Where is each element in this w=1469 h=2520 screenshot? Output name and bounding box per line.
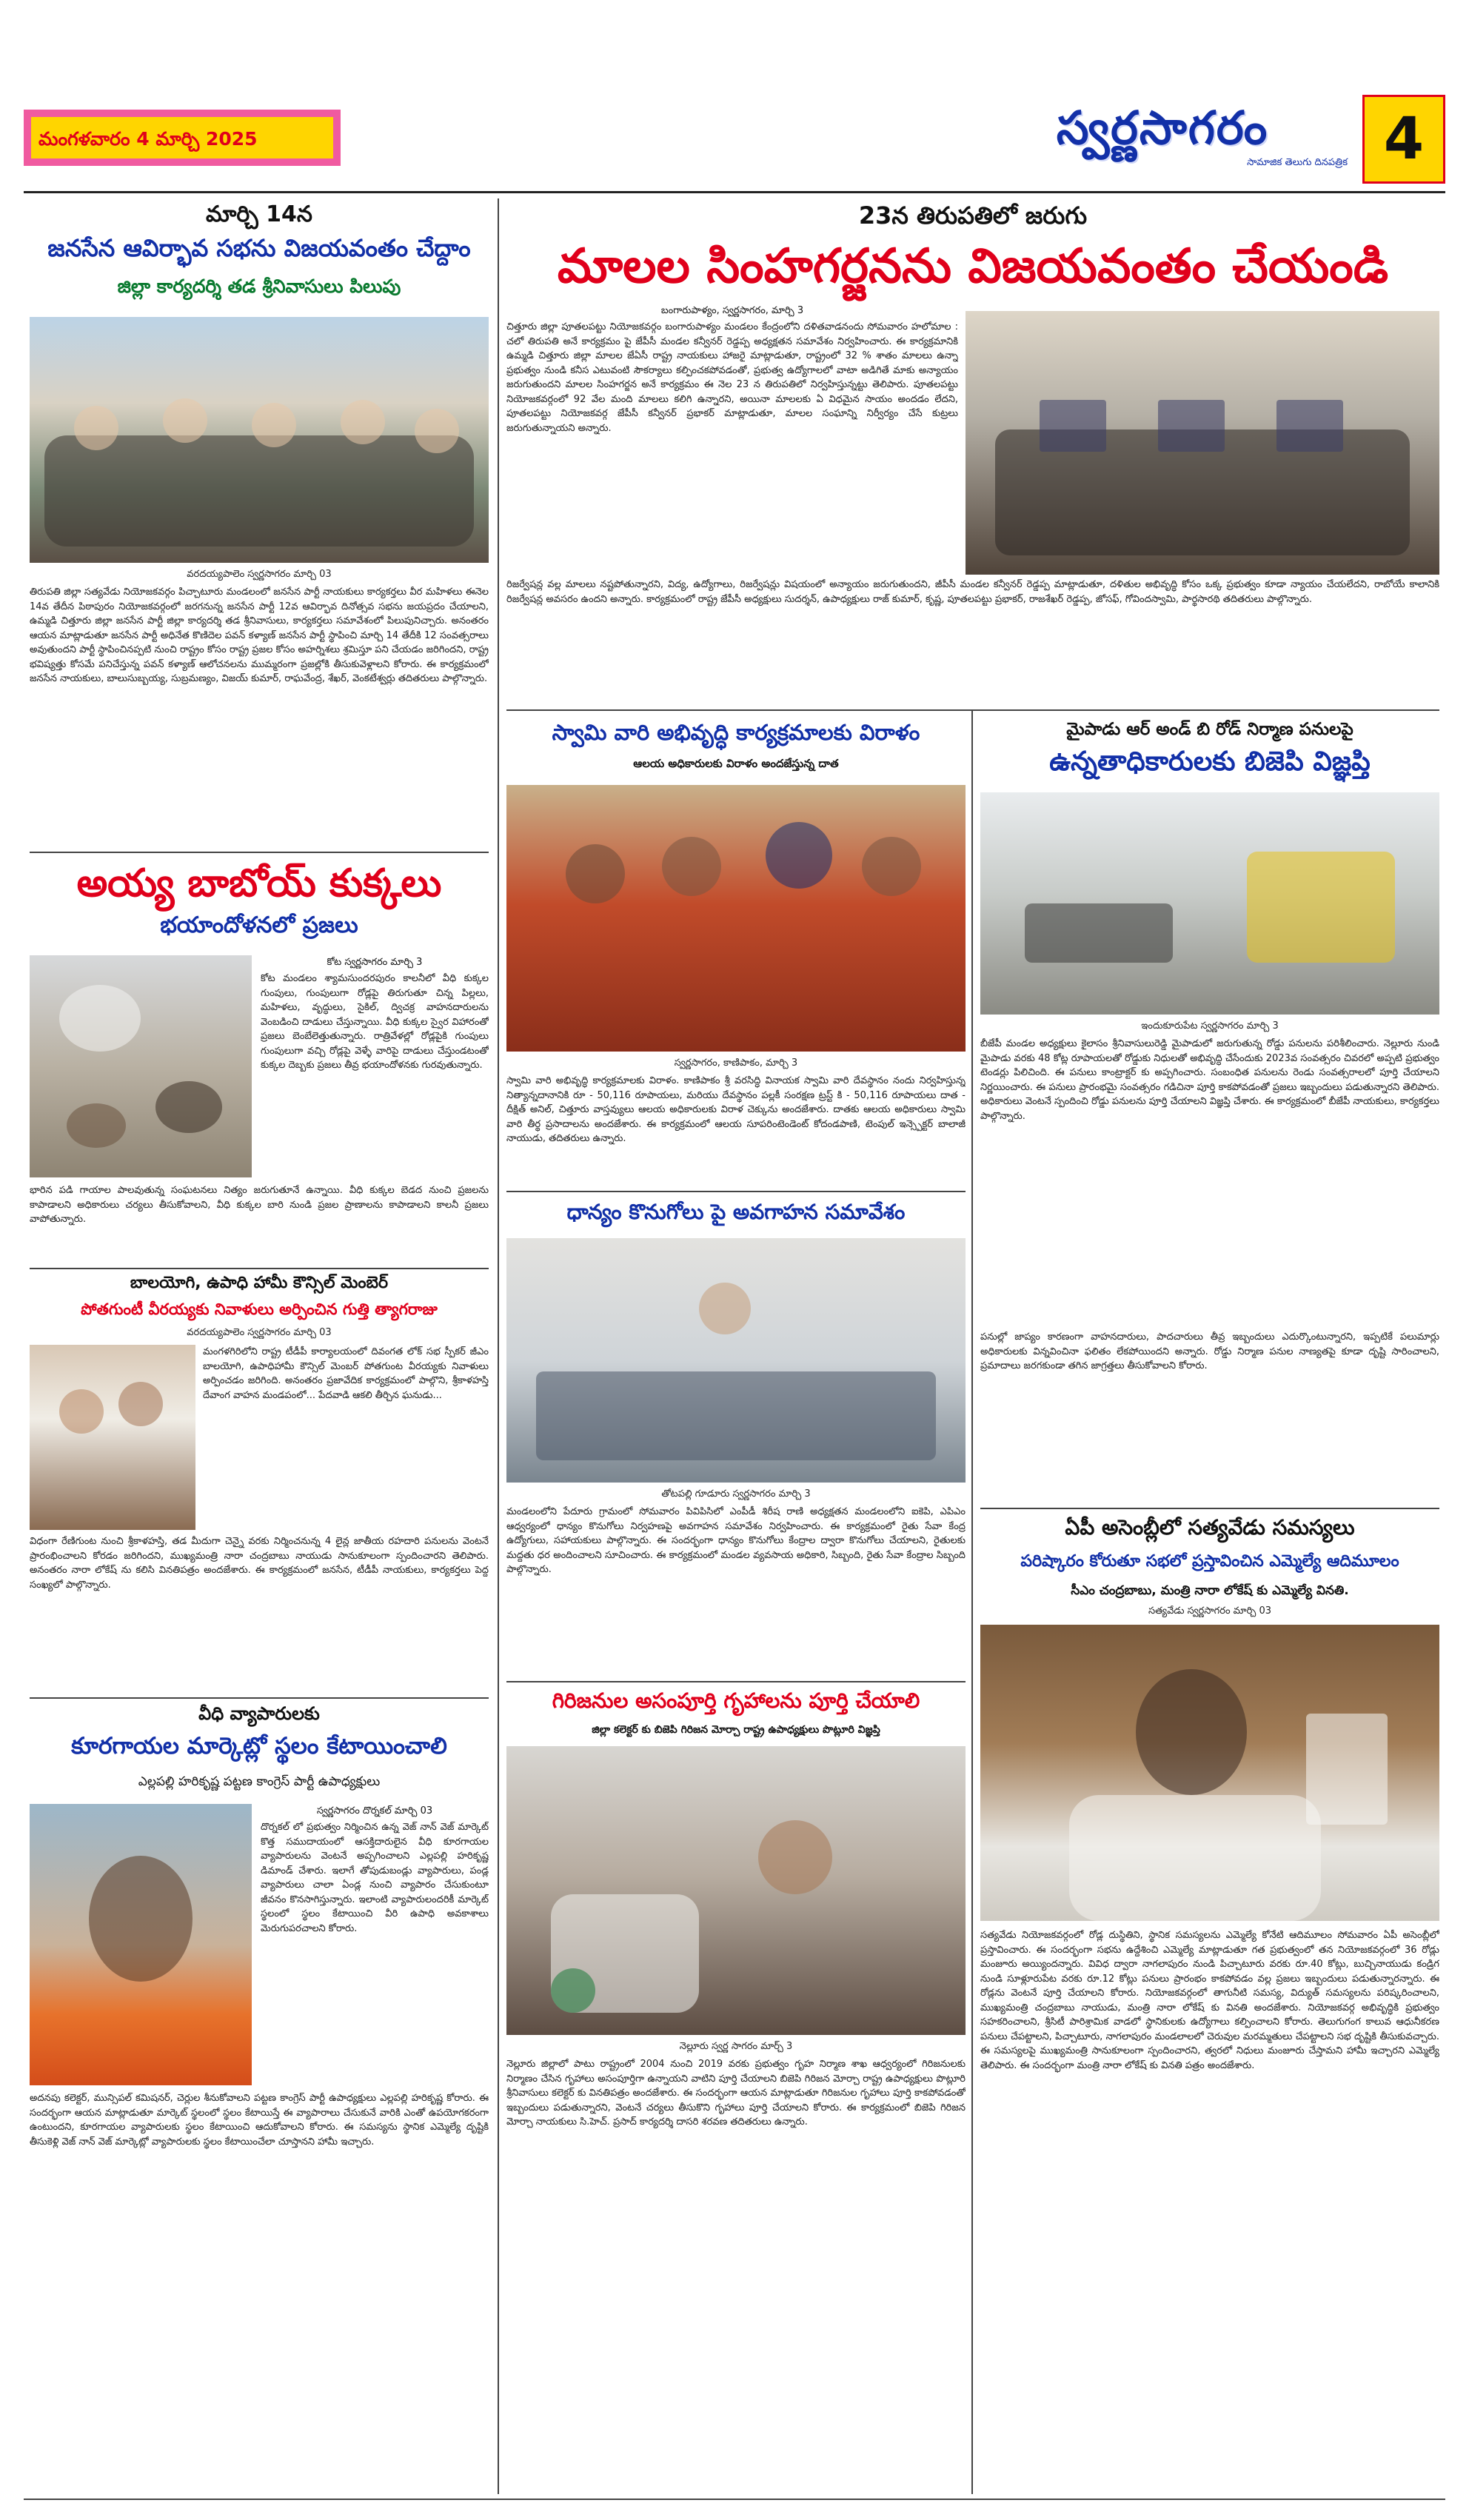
swami-caption: స్వర్ణసాగరం, కాణిపాకం, మార్చి 3 [674,1057,798,1069]
bjp-road-kicker: మైపాడు ఆర్ అండ్ బి రోడ్ నిర్మాణ పనులపై [1066,720,1353,739]
girijana-subhead: జిల్లా కలెక్టర్ కు బిజెపి గిరిజన మోర్చా రాష్ట్ర ఉపాధ్యక్షులు పొట్లూరి విజ్ఞప్తి [592,1724,880,1736]
bjp-road-body-more: పనుల్లో జాప్యం కారణంగా వాహనదారులు, పాదచారులు తీవ్ర ఇబ్బందులు ఎదుర్కొంటున్నారని, ఇప్పటికే పలుమార్లు అధికారులకు విన్నవించినా ఫలితం లేకపోయిందని అన్నారు. రోడ్డు నిర్మాణ పనుల నాణ్యతపై కూడా దృష్టి సారించాలని, ప్రమాదాలు జరగకుండా తగిన జాగ్రత్తలు తీసుకోవాలని కోరారు. [980,1331,1439,1371]
paper-logo [970,99,1355,176]
assembly-kicker: ఏపీ అసెంబ్లీలో సత్యవేడు సమస్యలు [1065,1515,1355,1540]
bjp-road-photo [980,792,1439,1015]
paper-tagline: సామాజిక తెలుగు దినపత్రిక [1247,157,1348,168]
page-number-box [1362,95,1445,184]
assembly-subhead: సీఎం చంద్రబాబు, మంత్రి నారా లోకేష్ కు ఎమ్మెల్యే వినతి. [1071,1583,1349,1598]
bjp-road-body: బీజేపీ మండల అధ్యక్షులు కైలాసం శ్రీనివాసులురెడ్డి మైపాడులో జరుగుతున్న రోడ్డు పనులను పరిశీలించారు. నెల్లూరు నుండి మైపాడు వరకు 48 కోట్ల రూపాయలతో రోడ్డుకు నిధులతో అభివృద్ధి చేసేందుకు 2023వ సంవత్సరం చివరలో అప్పటి ప్రభుత్వం టెండర్లు పిలిచింది. ఈ పనులు కాంట్రాక్టర్ కు అప్పగించారు. సంబంధిత పనులను రెండు సంవత్సరాలలో పూర్తి చేయాలని నిర్ణయించారు. ఈ పనులు ప్రారంభమై సంవత్సరం గడిచినా పూర్తి కాకపోవడంతో ప్రజలు ఇబ్బందులు పడుతున్నారని తెలిపారు. అధికారులు వెంటనే స్పందించి రోడ్డు పనులను పూర్తి చేయాలని విజ్ఞప్తి చేశారు. ఈ కార్యక్రమంలో బీజేపీ నాయకులు, కార్యకర్తలు పాల్గొన్నారు. [980,1038,1439,1122]
balayogi-photo [30,1345,195,1530]
paper-name: స్వర్ణసాగరం [1056,101,1269,155]
balayogi-body-side: మంగళగిరిలోని రాష్ట్ర టీడీపీ కార్యాలయంలో దివంగత లోక్ సభ స్పీకర్ జీఎం బాలయోగి, ఉపాధిహామీ కౌన్సిల్ మెంబర్ పోతగుంట వీరయ్యకు నివాళులు అర్పించడం జరిగింది. అనంతరం ప్రజావేదిక కార్యక్రమంలో పాల్గొని, శ్రీకాళహస్తి దేవాంగ వాహన మండపంలో... పేదవాడి ఆకలి తీర్చిన ఘనుడు... [203,1346,489,1401]
assembly-caption: సత్యవేడు స్వర్ణసాగరం మార్చి 03 [1148,1605,1271,1617]
bjp-road-caption: ఇందుకూరుపేట స్వర్ణసాగరం మార్చి 3 [1141,1020,1279,1032]
bjp-road-headline: ఉన్నతాధికారులకు బిజెపి విజ్ఞప్తి [1049,746,1371,777]
girijana-caption: నెల్లూరు స్వర్ణ సాగరం మార్చ్ 3 [679,2041,793,2052]
swami-photo [506,785,966,1052]
janasena-body: తిరుపతి జిల్లా సత్యవేడు నియోజకవర్గం పిచ్చాటూరు మండలంలో జనసేన పార్టీ నాయకులు కార్యకర్తలు వీర మహిళలు ఈనెల 14వ తేదీన పిఠాపురం నియోజకవర్గంలో జరగనున్న జనసేన పార్టీ 12వ ఆవిర్భావ దినోత్సవ సభను జయప్రదం చేయాలని, ఉమ్మడి చిత్తూరు జిల్లా జనసేన పార్టీ జిల్లా కార్యదర్శి తడ శ్రీనివాసులు, కార్యకర్తలు సమావేశంలో పిలుపునిచ్చారు. అనంతరం ఆయన మాట్లాడుతూ జనసేన పార్టీ అధినేత కొణిదెల పవన్ కళ్యాణ్ జనసేన పార్టీ స్థాపించి మార్చి 14 తేదీకి 12 సంవత్సరాలు అవుతుందని పార్టీ స్థాపించినప్పటి నుంచి రాష్ట్రం కోసం రాష్ట్ర ప్రజల కోసం అహర్నిశలు శ్రమిస్తూ పని చేయడం జరిగిందని, రాష్ట్ర భవిష్యత్తు కోసమే పనిచేస్తున్న పవన్ కళ్యాణ్ ఆలోచనలను ముమ్మరంగా ప్రజల్లోకి తీసుకువెళ్లాలని కోరారు. ఈ కార్యక్రమంలో జనసేన నాయకులు, బాలుసుబ్బయ్య, సుబ్రమణ్యం, విజయ్ కుమార్, రాఘవేంద్ర, శేఖర్, వెంకటేశ్వర్లు తదితరులు పాల్గొన్నారు. [30,586,489,684]
assembly-headline: పరిష్కారం కోరుతూ సభలో ప్రస్తావించిన ఎమ్మెల్యే ఆదిమూలం [1020,1552,1399,1571]
malala-dateline: బంగారుపాళ్యం, స్వర్ణసాగరం, మార్చి 3 [660,305,804,316]
dogs-dateline: కోట స్వర్ణసాగరం మార్చి 3 [327,957,423,968]
dogs-photo [30,955,252,1177]
swami-body: స్వామి వారి అభివృద్ధి కార్యక్రమాలకు విరాళం. కాణిపాకం శ్రీ వరసిద్ధి వినాయక స్వామి వారి దేవస్థానం నందు నిర్వహిస్తున్న నిత్యాన్నదానానికి రూ - 50,116 రూపాయలు, మరియు దేవస్థానం పల్లకీ సంరక్షణ ట్రస్ట్ కి - 50,116 రూపాయలు దాత - దీక్షిత్ అనిల్, చిత్తూరు వాస్తవ్యులు ఆలయ అధికారులకు విరాళ చెక్కును అందజేశారు. దాతకు ఆలయ అధికారులు స్వామి వారి తీర్థ ప్రసాదాలను అందజేశారు. ఈ కార్యక్రమంలో ఆలయ సూపరింటెండెంట్ కోదండపాణి, టెంపుల్ ఇన్స్పెక్టర్ బాలాజీ నాయుడు, తదితరులు ఉన్నారు. [506,1075,966,1144]
assembly-body: సత్యవేడు నియోజకవర్గంలో రోడ్ల దుస్థితిని, స్థానిక సమస్యలను ఎమ్మెల్యే కోనేటి ఆదిమూలం సోమవారం ఏపీ అసెంబ్లీలో ప్రస్తావించారు. ఈ సందర్భంగా సభను ఉద్దేశించి ఎమ్మెల్యే మాట్లాడుతూ గత ప్రభుత్వంలో తన నియోజకవర్గంలో 36 రోడ్లు మంజూరు అయ్యిందన్నారు. వివిధ ద్వారా నాగలాపురం నుండి పిచ్చాటూరు వరకు రూ.40 కోట్లు, బుచ్చినాయుడు కండ్రిగ నుండి సూళ్లూరుపేట వరకు రూ.12 కోట్లు పనులు ప్రారంభం కాకపోవడం వల్ల ప్రజలు ఇబ్బందులు పడుతున్నారన్నారు. ఈ రోడ్లను వెంటనే పూర్తి చేయాలని కోరారు. నియోజకవర్గంలో తాగునీటి సమస్య, విద్యుత్ సమస్యలను పరిష్కరించాలని, ముఖ్యమంత్రి చంద్రబాబు నాయుడు, మంత్రి నారా లోకేష్ కు వినతి అందజేశారు. నియోజకవర్గ అభివృద్ధికి ప్రభుత్వం సహకరించాలని, శ్రీసిటీ పారిశ్రామిక వాడలో స్థానికులకు ఉద్యోగాలు కల్పించాలని కోరారు. తెలుగుగంగ కాలువ ఆధునీకరణ పనులు చేపట్టాలని, పిచ్చాటూరు, నాగలాపురం మండలాలలో చెరువుల మరమ్మతులు చేపట్టాలని సభ దృష్టికి తీసుకువచ్చారు. ఈ సమస్యలపై ముఖ్యమంత్రి సానుకూలంగా స్పందించారని, త్వరలో నిధులు మంజూరు చేస్తామని హామీ ఇచ్చారని ఎమ్మెల్యే తెలిపారు. ఈ సందర్భంగా మంత్రి నారా లోకేష్ కు వినతి పత్రం అందజేశారు. [980,1930,1439,2071]
malala-photo [966,311,1439,575]
page-number: 4 [1383,106,1425,173]
balayogi-body-full: విధంగా రేణిగుంట నుంచి శ్రీకాళహస్తి, తడ మీదుగా చెన్నై వరకు నిర్మించనున్న 4 లైన్ల జాతీయ రహదారి పనులను వెంటనే ప్రారంభించాలని కోరడం జరిగిందని, ముఖ్యమంత్రి నారా చంద్రబాబు నాయుడు సానుకూలంగా స్పందించారని తెలిపారు. అనంతరం నారా లోకేష్ ను కలిసి వినతిపత్రం అందజేశారు. ఈ కార్యక్రమంలో జనసేన, టీడీపీ నాయకులు, కార్యకర్తలు పెద్ద సంఖ్యలో పాల్గొన్నారు. [30,1536,489,1591]
girijana-body: నెల్లూరు జిల్లాలో పాటు రాష్ట్రంలో 2004 నుంచి 2019 వరకు ప్రభుత్వం గృహ నిర్మాణ శాఖ ఆధ్వర్యంలో గిరిజనులకు నిర్మాణం చేసిన గృహాలు అసంపూర్తిగా ఉన్నాయని వాటిని పూర్తి చేయాలని బిజెపి గిరిజన మోర్చా రాష్ట్ర ఉపాధ్యక్షులు పొట్లూరి శ్రీనివాసులు కలెక్టర్ కు వినతిపత్రం అందజేశారు. ఈ సందర్భంగా ఆయన మాట్లాడుతూ గిరిజనుల గృహాలు పూర్తి కాకపోవడంతో ఇబ్బందులు పడుతున్నారని, వెంటనే చర్యలు తీసుకొని గృహాలు పూర్తి చేయాలని కోరారు. ఈ కార్యక్రమంలో బిజెపి గిరిజన మోర్చా నాయకులు సి.హెచ్. ప్రసాద్ కార్యదర్శి దాసరి శరవణ తదితరులు ఉన్నారు. [506,2059,966,2128]
malala-headline: మాలల సింహగర్జనను విజయవంతం చేయండి [557,239,1389,294]
swami-headline: స్వామి వారి అభివృద్ధి కార్యక్రమాలకు విరాళం [552,720,920,745]
vegetable-dateline: స్వర్ణసాగరం దొర్నకల్ మార్చి 03 [316,1805,433,1817]
janasena-subhead: జిల్లా కార్యదర్శి తడ శ్రీనివాసులు పిలుపు [117,275,401,297]
dogs-body-full: భారిన పడి గాయాల పాలవుతున్న సంఘటనలు నిత్యం జరుగుతూనే ఉన్నాయి. వీధి కుక్కల బెడద నుంచి ప్రజలను కాపాడాలని అధికారులు చర్యలు తీసుకోవాలని, వీధి కుక్కల బారి నుండి ప్రజల ప్రాణాలను కాపాడాలని కాలనీ ప్రజలు వాపోతున్నారు. [30,1185,489,1225]
janasena-headline: జనసేన ఆవిర్భావ సభను విజయవంతం చేద్దాం [47,234,471,262]
malala-body-bottom: రిజర్వేషన్ల వల్ల మాలలు నష్టపోతున్నారని, విద్య, ఉద్యోగాలు, రిజర్వేషన్లు విషయంలో అన్యాయం జరుగుతుందని, జీపీసీ మండల కన్వీనర్ రెడ్డప్ప మాట్లాడుతూ, దళితుల అభివృద్ధి కోసం ఒక్క ప్రభుత్వం కూడా న్యాయం చేయలేదని, రాబోయే కాలానికి రిజర్వేషన్ల అవసరం ఉందని అన్నారు. కార్యక్రమంలో రాష్ట్ర జేపీసీ అధ్యక్షులు సుదర్శన్, ఉపాధ్యక్షులు రాజ్ కుమార్, కృష్ణ, పూతలపట్టు ప్రభాకర్, రాజశేఖర్ రెడ్డప్ప, జోసఫ్, గోవిందస్వామి, పార్థసారథి తదితరులు పాల్గొన్నారు. [506,579,1439,605]
balayogi-dateline: వరదయ్యపాలెం స్వర్ణసాగరం మార్చి 03 [187,1327,332,1338]
vegetable-photo [30,1804,252,2085]
janasena-photo [30,317,489,563]
vegetable-body-side: దొర్నకల్ లో ప్రభుత్వం నిర్మించిన ఉన్న వెజ్ నాన్ వెజ్ మార్కెట్ కొత్త సముదాయంలో ఆసక్తిదారులైన వీధి కూరగాయల వ్యాపారులను వెంటనే అప్పగించాలని ఎల్లపల్లి హరికృష్ణ డిమాండ్ చేశారు. ఇలాగే తోపుడుబండ్లు వ్యాపారులు, పండ్ల వ్యాపారులు చాలా ఏండ్ల నుంచి వ్యాపారం చేసుకుంటూ జీవనం కొనసాగిస్తున్నారు. ఇలాంటి వ్యాపారులందరికీ మార్కెట్ స్థలంలో స్థలం కేటాయించి వీరి ఉపాధి అవకాశాలు మెరుగుపరచాలని కోరారు. [261,1822,489,1934]
dhanyam-headline: ధాన్యం కొనుగోలు పై అవగాహన సమావేశం [566,1200,906,1224]
dogs-subhead: భయాందోళనలో ప్రజలు [160,912,358,938]
balayogi-headline: పోతగుంటీ వీరయ్యకు నివాళులు అర్పించిన గుత్తి త్యాగరాజు [81,1300,438,1318]
dhanyam-caption: తోటపల్లి గూడూరు స్వర్ణసాగరం మార్చి 3 [661,1488,811,1500]
issue-date: మంగళవారం 4 మార్చి 2025 [39,128,258,150]
malala-body-left: చిత్తూరు జిల్లా పూతలపట్టు నియోజకవర్గం బంగారుపాళ్యం మండలం కేంద్రంలోని దళితవాడనందు సోమవారం హలోమాల : చలో తిరుపతి అనే కార్యక్రమం పై జేపీసీ మండల కన్వీనర్ రెడ్డప్ప అధ్యక్షతన సమావేశం నిర్వహించారు. ఈ కార్యక్రమానికి ఉమ్మడి చిత్తూరు జిల్లా మాలల జేఏసీ రాష్ట్ర నాయకులు హాజరై మాట్లాడుతూ, రాష్ట్రంలో 32 % శాతం మాలలు ఉన్నా ప్రభుత్వం నుండి కనీస ఎటువంటి సౌకర్యాలు కల్పించకపోవడంతో, ప్రభుత్వ ఉద్యోగాలలో వాటా అడిగితే మాకు అన్యాయం జరుగుతుందని మాలల సింహగర్జన అనే కార్యక్రమం ఈ నెల 23 న తిరుపతిలో నిర్వహిస్తున్నట్టు తెలిపారు. పూతలపట్టు నియోజకవర్గంలో 92 వేల మంది మాలలు కలిగి ఉన్నారని, అయినా మాలలకు ఏ విధమైన సాయం అందడం లేదని, పూతలపట్టు నియోజకవర్గ జేపీసీ కన్వీనర్ ప్రభాకర్ మాట్లాడుతూ, మాలల సంఘాన్ని నిర్వీర్యం చేసే కుట్రలు జరుగుతున్నాయని అన్నారు. [506,321,958,434]
janasena-caption: వరదయ్యపాలెం స్వర్ణసాగరం మార్చి 03 [187,569,332,580]
girijana-photo [506,1746,966,2035]
swami-subhead: ఆలయ అధికారులకు విరాళం అందజేస్తున్న దాత [633,757,839,770]
vegetable-subhead: ఎల్లపల్లి హరికృష్ణ పట్టణ కాంగ్రెస్ పార్టీ ఉపాధ్యక్షులు [138,1774,381,1789]
dhanyam-photo [506,1238,966,1483]
malala-kicker: 23న తిరుపతిలో జరుగు [858,201,1088,230]
dogs-body-side: కోట మండలం శ్యామసుందరపురం కాలనీలో వీధి కుక్కల గుంపులు, గుంపులుగా రోడ్లపై తిరుగుతూ చిన్న పిల్లలు, మహిళలు, వృద్ధులు, సైకిల్, ద్విచక్ర వాహనదారులను వెంబడించి దాడులు చేస్తున్నాయి. వీధి కుక్కల స్వైర విహారంతో ప్రజలు బెంబేలెత్తుతున్నారు. రాత్రివేళల్లో రోడ్లపైకి గుంపులు గుంపులుగా వచ్చి రోడ్లపై వెళ్ళే వారిపై దాడులు చేస్తుండటంతో కుక్కల దెబ్బకు ప్రజలు తీవ్ర భయాందోళనకు గురవుతున్నారు. [261,973,489,1071]
girijana-headline: గిరిజనుల అసంపూర్తి గృహాలను పూర్తి చేయాలి [552,1688,920,1713]
dogs-headline: అయ్య బాబోయ్ కుక్కలు [76,861,442,906]
assembly-photo [980,1625,1439,1921]
janasena-kicker: మార్చి 14న [206,201,312,227]
vegetable-body-full: అదనపు కలెక్టర్, మున్సిపల్ కమిషనర్, చెర్లుల శీనుకోవాలని పట్టణ కాంగ్రెస్ పార్టీ ఉపాధ్యక్షులు ఎల్లపల్లి హరికృష్ణ కోరారు. ఈ సందర్భంగా ఆయన మాట్లాడుతూ మార్కెట్ స్థలంలో స్థలం కేటాయిస్తే ఈ వ్యాపారాలు చేసుకునే వారికి ఎంతో ఉపయోగకరంగా ఉంటుందని, కూరగాయల వ్యాపారులకు స్థలం కేటాయించి ఆదుకోవాలని కోరారు. ఈ సమస్యను స్థానిక ఎమ్మెల్యే దృష్టికి తీసుకెళ్లి వెజ్ నాన్ వెజ్ మార్కెట్లో వ్యాపారులకు స్థలం కేటాయించేలా చూస్తానని హామీ ఇచ్చారు. [30,2093,489,2148]
vegetable-headline: కూరగాయల మార్కెట్లో స్థలం కేటాయించాలి [71,1733,447,1759]
date-band [24,110,341,166]
balayogi-kicker: బాలయోగి, ఉపాధి హామీ కౌన్సిల్ మెంబెర్ [130,1274,389,1292]
dhanyam-body: మండలంలోని పేదూరు గ్రామంలో సోమవారం పివిపిసిలో ఎంపీడీ శిరీష రాణి అధ్యక్షతన మండలంలోని ఐకెపి, ఎపిఎం ఆధ్వర్యంలో ధాన్యం కొనుగోలు నిర్వహణపై అవగాహన సమావేశం నిర్వహించారు. ఈ కార్యక్రమంలో రైతు సేవా కేంద్ర ఉద్యోగులు, సహాయకులు పాల్గొన్నారు. ఈ సందర్భంగా ధాన్యం కొనుగోలు కేంద్రాల ద్వారా కొనుగోలు చేయాలని, రైతులకు మద్దతు ధర అందించాలని సూచించారు. ఈ కార్యక్రమంలో మండల వ్యవసాయ అధికారి, సిబ్బంది, రైతు సేవా కేంద్రాల సిబ్బంది పాల్గొన్నారు. [506,1506,966,1575]
vegetable-kicker: వీధి వ్యాపారులకు [198,1703,320,1724]
